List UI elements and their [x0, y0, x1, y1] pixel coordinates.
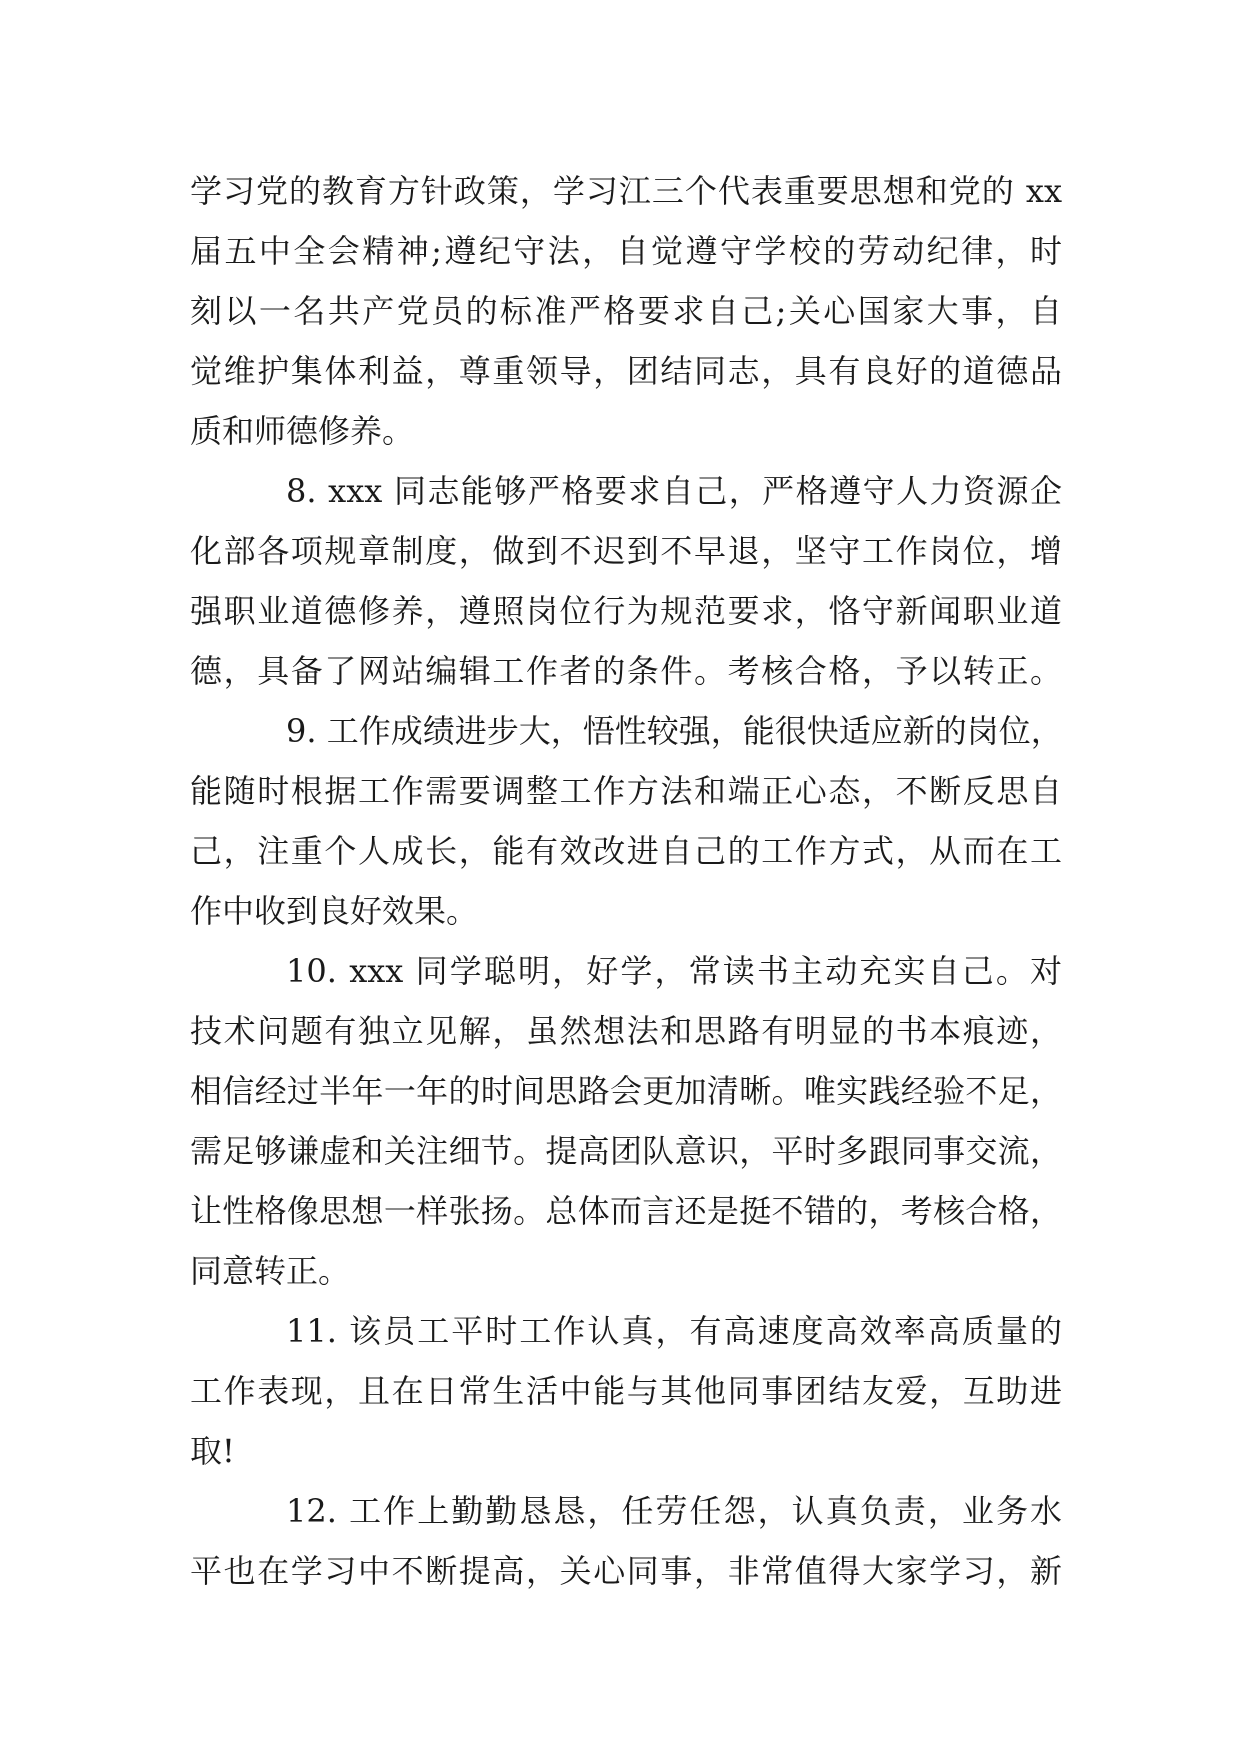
text-line: 相信经过半年一年的时间思路会更加清晰。唯实践经验不足，: [190, 1072, 1062, 1110]
paragraph-item-11: [190, 1301, 1062, 1481]
text-line: 12. 工作上勤勤恳恳，任劳任怨，认真负责，业务水: [286, 1492, 1062, 1530]
text-line: 德，具备了网站编辑工作者的条件。考核合格，予以转正。: [190, 652, 1062, 690]
text-line: 质和师德修养。: [190, 412, 415, 450]
text-line: 技术问题有独立见解，虽然想法和思路有明显的书本痕迹，: [190, 1012, 1062, 1050]
text-line: 届五中全会精神;遵纪守法，自觉遵守学校的劳动纪律，时: [190, 232, 1062, 270]
text-line: 工作表现，且在日常生活中能与其他同事团结友爱，互助进: [190, 1372, 1062, 1410]
text-line: 化部各项规章制度，做到不迟到不早退，坚守工作岗位，增: [190, 532, 1062, 570]
paragraph-item-9: [190, 701, 1062, 941]
text-line: 让性格像思想一样张扬。总体而言还是挺不错的，考核合格，: [190, 1192, 1062, 1230]
text-line: 刻以一名共产党员的标准严格要求自己;关心国家大事，自: [190, 292, 1062, 330]
text-line: 8. xxx 同志能够严格要求自己，严格遵守人力资源企: [286, 472, 1062, 510]
paragraph-1: [190, 161, 1062, 461]
text-line: 取!: [190, 1432, 235, 1470]
text-line: 强职业道德修养，遵照岗位行为规范要求，恪守新闻职业道: [190, 592, 1062, 630]
text-line: 觉维护集体利益，尊重领导，团结同志，具有良好的道德品: [190, 352, 1062, 390]
paragraph-item-10: [190, 941, 1062, 1301]
text-line: 11. 该员工平时工作认真，有高速度高效率高质量的: [286, 1312, 1062, 1350]
text-line: 10. xxx 同学聪明，好学，常读书主动充实自己。对: [286, 952, 1062, 990]
text-line: 需足够谦虚和关注细节。提高团队意识，平时多跟同事交流，: [190, 1132, 1062, 1170]
text-line: 己，注重个人成长，能有效改进自己的工作方式，从而在工: [190, 832, 1062, 870]
text-line: 作中收到良好效果。: [190, 892, 479, 930]
text-line: 平也在学习中不断提高，关心同事，非常值得大家学习，新: [190, 1552, 1062, 1590]
paragraph-item-12: [190, 1481, 1062, 1601]
text-line: 能随时根据工作需要调整工作方法和端正心态，不断反思自: [190, 772, 1062, 810]
text-line: 9. 工作成绩进步大，悟性较强，能很快适应新的岗位，: [286, 712, 1063, 750]
paragraph-item-8: [190, 461, 1062, 701]
text-line: 学习党的教育方针政策，学习江三个代表重要思想和党的 xx: [190, 172, 1062, 210]
text-line: 同意转正。: [190, 1252, 351, 1290]
document-body: [190, 161, 1062, 1601]
